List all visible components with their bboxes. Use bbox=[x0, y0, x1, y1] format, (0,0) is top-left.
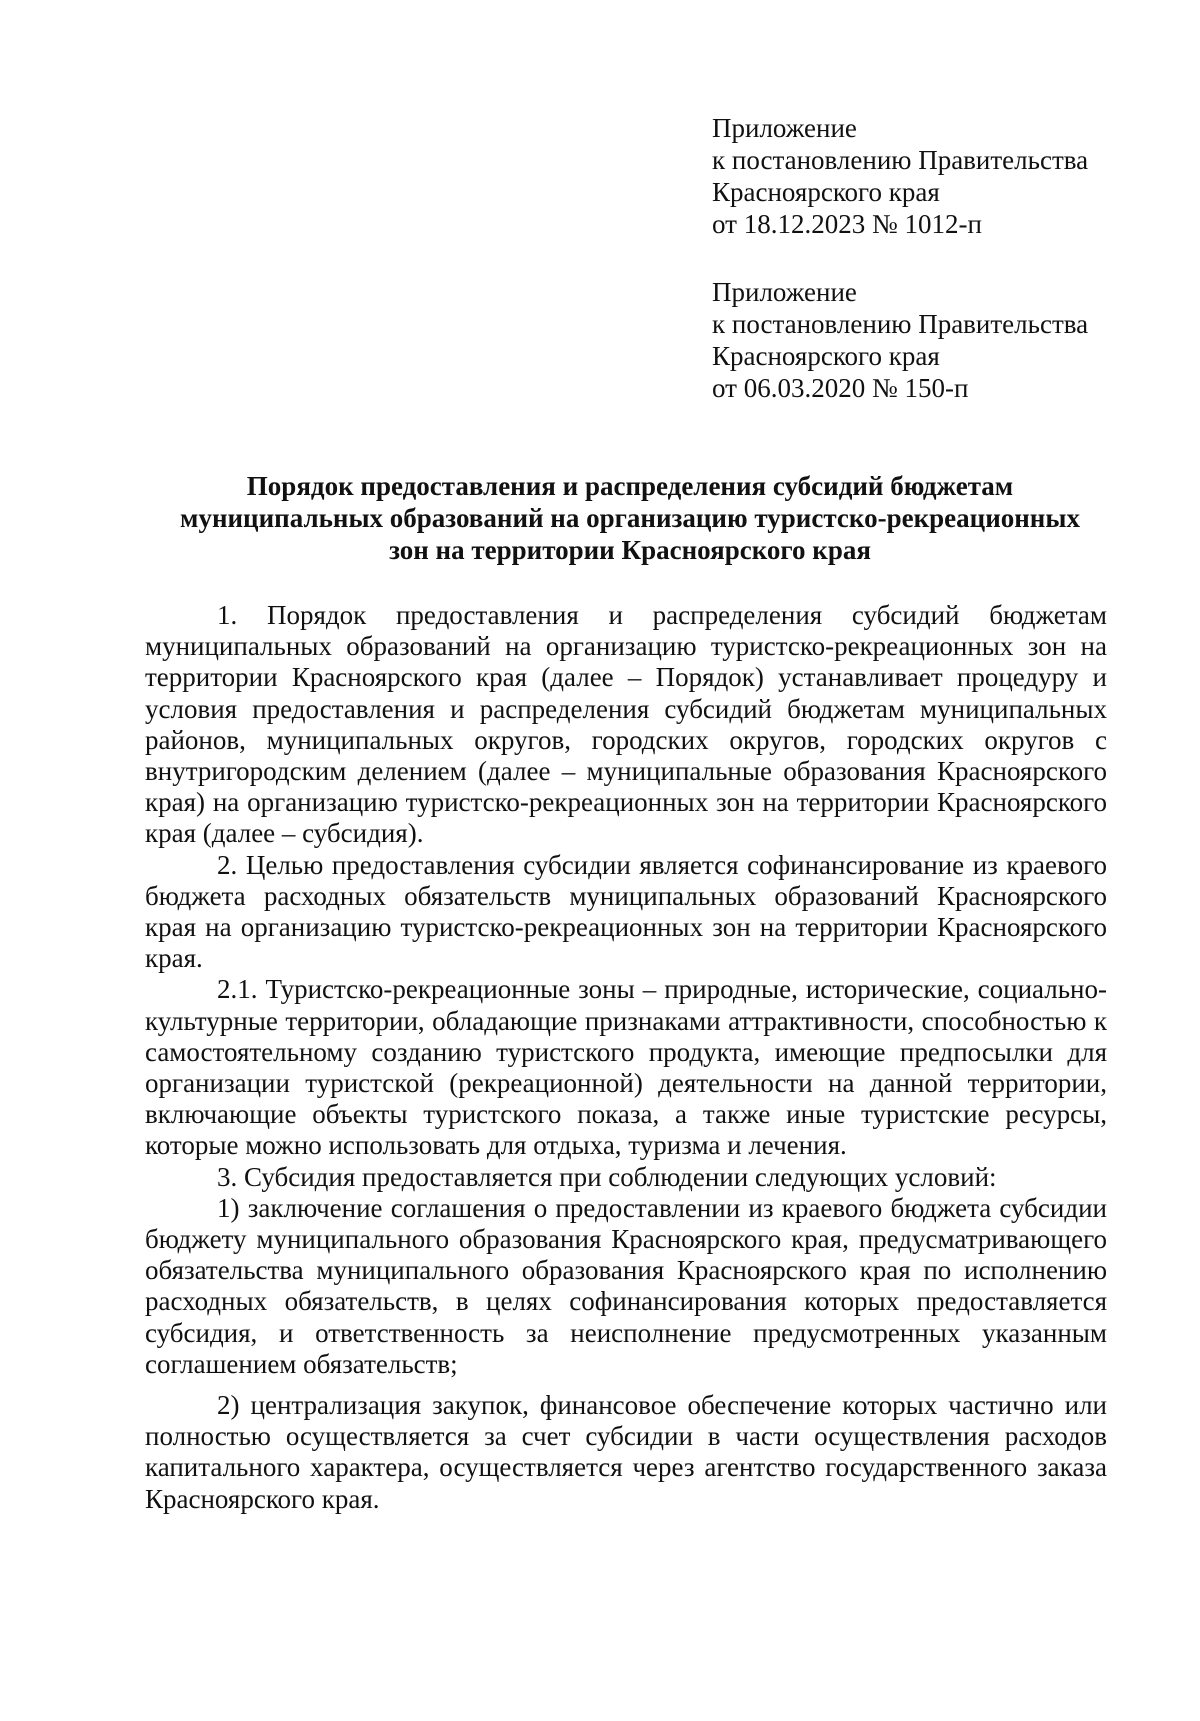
title-line-2: муниципальных образований на организацию туристско-рекреационных bbox=[180, 503, 1080, 533]
appendix-region: Красноярского края bbox=[712, 177, 940, 207]
paragraph-2: 2. Целью предоставления субсидии является софинансирование из краевого бюджета расходных обязательств муниципальных образований Красноярского края на организацию туристско-рекреационных зон на территории Красноярского края. bbox=[145, 849, 1107, 974]
paragraph-3-item-2: 2) централизация закупок, финансовое обеспечение которых частично или полностью осуществляется за счет субсидии в части осуществления расходов капитального характера, осуществляется через агентство государственного заказа Красноярского края. bbox=[145, 1390, 1107, 1514]
paragraph-2-1: 2.1. Туристско-рекреационные зоны – природные, исторические, социально-культурные территории, обладающие признаками аттрактивности, способностью к самостоятельному созданию туристского продукта, имеющие предпосылки для организации туристской (рекреационной) деятельности на данной территории, включающие объекты туристского показа, а также иные туристские ресурсы, которые можно использовать для отдыха, туризма и лечения. bbox=[145, 974, 1107, 1161]
paragraph-3-item-1: 1) заключение соглашения о предоставлении из краевого бюджета субсидии бюджету муниципального образования Красноярского края, предусматривающего обязательства муниципального образования Красноярского края по исполнению расходных обязательств, в целях софинансирования которых предоставляется субсидия, и ответственность за неисполнение предусмотренных указанным соглашением обязательств; bbox=[145, 1192, 1107, 1379]
appendix-region: Красноярского края bbox=[712, 341, 940, 371]
appendix-block-current bbox=[712, 112, 1172, 240]
appendix-date-number: от 18.12.2023 № 1012-п bbox=[712, 209, 982, 239]
document-body bbox=[145, 600, 1107, 1515]
appendix-reference: к постановлению Правительства bbox=[712, 145, 1089, 175]
title-line-1: Порядок предоставления и распределения субсидий бюджетам bbox=[246, 471, 1014, 501]
document-title bbox=[140, 470, 1120, 566]
paragraph-1: 1. Порядок предоставления и распределения субсидий бюджетам муниципальных образований на организацию туристско-рекреационных зон на территории Красноярского края (далее – Порядок) устанавливает процедуру и условия предоставления и распределения субсидий бюджетам муниципальных районов, муниципальных округов, городских округов, городских округов с внутригородским делением (далее – муниципальные образования Красноярского края) на организацию туристско-рекреационных зон на территории Красноярского края (далее – субсидия). bbox=[145, 600, 1107, 849]
appendix-label: Приложение bbox=[712, 113, 857, 143]
appendix-reference: к постановлению Правительства bbox=[712, 309, 1089, 339]
title-line-3: зон на территории Красноярского края bbox=[389, 535, 871, 565]
paragraph-3: 3. Субсидия предоставляется при соблюдении следующих условий: bbox=[217, 1161, 997, 1192]
appendix-block-original bbox=[712, 276, 1172, 404]
appendix-date-number: от 06.03.2020 № 150-п bbox=[712, 373, 969, 403]
appendix-label: Приложение bbox=[712, 277, 857, 307]
